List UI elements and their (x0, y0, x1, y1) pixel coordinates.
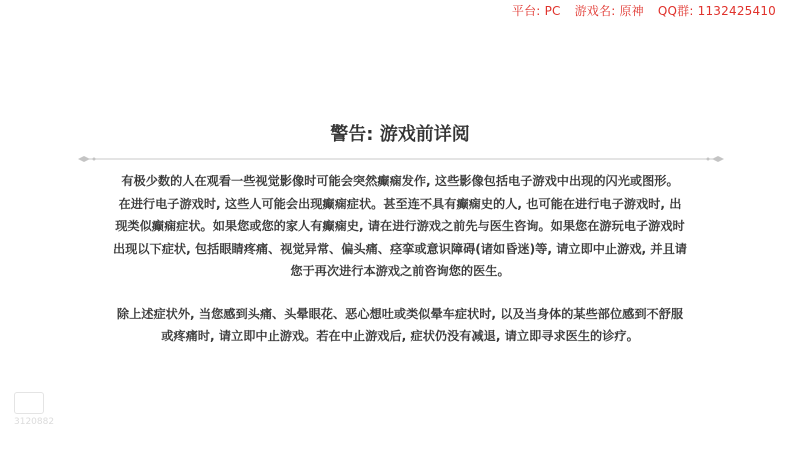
platform-label: 平台: PC (511, 4, 561, 18)
corner-watermark (14, 392, 54, 428)
game-name-label: 游戏名: 原神 (574, 4, 644, 18)
ornamental-divider (78, 153, 724, 165)
qq-group-label: QQ群: 1132425410 (657, 4, 776, 18)
paragraph-line: 除上述症状外, 当您感到头痛、头晕眼花、恶心想吐或类似晕车症状时, 以及当身体的某些部位感到不舒服 (116, 306, 684, 321)
warning-paragraph-2 (82, 303, 718, 348)
paragraph-line: 现类似癫痫症状。如果您或您的家人有癫痫史, 请在进行游戏之前先与医生咨询。如果您在游玩电子游戏时 (115, 219, 685, 233)
paragraph-line: 您于再次进行本游戏之前咨询您的医生。 (290, 264, 510, 278)
paragraph-line: 有极少数的人在观看一些视觉影像时可能会突然癫痫发作, 这些影像包括电子游戏中出现的闪光或图形。 (121, 174, 679, 188)
paragraph-line: 在进行电子游戏时, 这些人可能会出现癫痫症状。甚至连不具有癫痫史的人, 也可能在进行电子游戏时, 出 (118, 196, 682, 211)
watermark-logo-icon (14, 392, 44, 414)
notice-title: 警告: 游戏前详阅 (330, 124, 470, 145)
stream-info-overlay (512, 2, 776, 19)
watermark-id: 3120882 (14, 417, 55, 427)
paragraph-line: 或疼痛时, 请立即中止游戏。若在中止游戏后, 症状仍没有减退, 请立即寻求医生的诊疗。 (161, 329, 639, 343)
paragraph-line: 出现以下症状, 包括眼睛疼痛、视觉异常、偏头痛、痉挛或意识障碍(诸如昏迷)等, 请立即中止游戏, 并且请 (112, 241, 687, 256)
warning-paragraph-1 (82, 170, 718, 283)
notice-body (82, 170, 718, 348)
